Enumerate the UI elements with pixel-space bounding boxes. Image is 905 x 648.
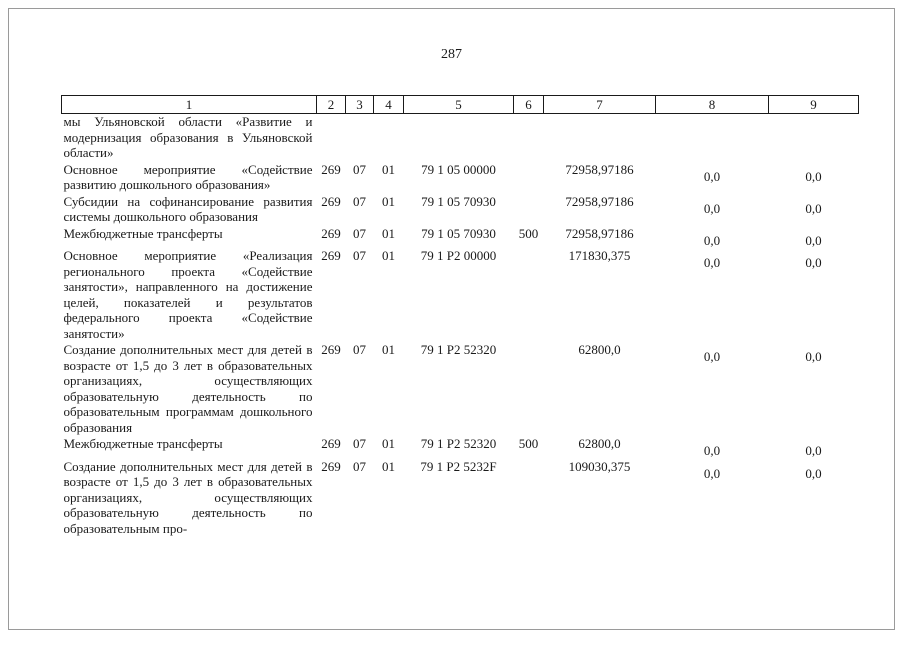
cell-target-article: 79 1 05 00000 [421,161,496,177]
cell-subsection-code: 01 [382,248,395,263]
cell-ministry-code: 269 [321,436,341,451]
cell-ministry-code: 269 [321,161,341,177]
cell-amount-year2: 0,0 [703,255,721,270]
header-col-4: 4 [374,96,404,114]
cell-section-code: 07 [353,161,366,177]
table-body [62,114,859,538]
cell-ministry-code: 269 [321,193,341,209]
table-row [62,459,859,538]
cell-target-article: 79 1 05 70930 [421,225,496,241]
cell-subsection-code: 01 [382,458,395,474]
cell-amount-year1: 109030,375 [568,458,631,474]
cell-name: Межбюджетные трансферты [63,225,223,241]
cell-amount-year1: 62800,0 [578,436,621,451]
cell-ministry-code [317,114,346,162]
header-col-8: 8 [656,96,769,114]
cell-target-article: 79 1 P2 00000 [420,248,497,263]
table-row [62,342,859,436]
cell-expense-type [514,162,544,194]
cell-amount-year3: 0,0 [805,443,822,458]
cell-amount-year2: 0,0 [703,443,721,458]
document-page [8,8,895,630]
cell-ministry-code: 269 [321,458,341,474]
cell-amount-year1: 72958,97186 [565,161,634,177]
cell-section-code: 07 [353,193,366,209]
header-col-1: 1 [62,96,317,114]
cell-target-article: 79 1 05 70930 [421,193,496,209]
cell-amount-year1: 171830,375 [568,248,631,263]
table-row [62,162,859,194]
cell-name: Создание дополнительных мест для детей в возрасте от 1,5 до 3 лет в образовательных организациях, осуществляющих образовательную деятельность по образовательным программам дошкольного образования [63,342,313,435]
cell-amount-year2: 0,0 [703,168,721,184]
table-row [62,194,859,226]
cell-section-code [346,114,374,162]
cell-expense-type [514,342,544,436]
cell-expense-type [514,114,544,162]
cell-amount-year3: 0,0 [805,200,822,216]
table-row [62,436,859,459]
header-col-5: 5 [404,96,514,114]
cell-amount-year2 [656,114,769,162]
header-row [62,96,859,114]
cell-amount-year2: 0,0 [703,349,721,364]
cell-amount-year3: 0,0 [805,255,822,270]
cell-amount-year2: 0,0 [703,232,721,248]
cell-section-code: 07 [353,436,366,451]
page-number: 287 [441,47,462,62]
cell-name: Основное мероприятие «Реализация регионального проекта «Содействие занятости», направленного на достижение целей, показателей и результатов федерального проекта «Содействие занятости» [63,248,313,341]
cell-target-article: 79 1 P2 52320 [420,342,497,357]
cell-amount-year1: 72958,97186 [565,193,634,209]
cell-amount-year3 [769,114,859,162]
cell-subsection-code: 01 [382,342,395,357]
cell-name: мы Ульяновской области «Развитие и модернизация образования в Ульяновской области» [63,114,313,160]
cell-target-article: 79 1 P2 5232F [420,458,497,474]
cell-expense-type [514,248,544,342]
cell-amount-year2: 0,0 [703,200,721,216]
header-col-6: 6 [514,96,544,114]
cell-amount-year1: 72958,97186 [565,225,634,241]
cell-amount-year3: 0,0 [805,168,822,184]
cell-ministry-code: 269 [321,248,341,263]
cell-section-code: 07 [353,248,366,263]
header-col-3: 3 [346,96,374,114]
header-col-9: 9 [769,96,859,114]
table-row [62,226,859,249]
cell-name: Создание дополнительных мест для детей в возрасте от 1,5 до 3 лет в образовательных организациях, осуществляющих образовательную деятельность по образовательным про- [63,458,313,536]
cell-amount-year3: 0,0 [805,349,822,364]
cell-expense-type [514,459,544,538]
cell-amount-year3: 0,0 [805,465,822,481]
cell-ministry-code: 269 [321,342,341,357]
cell-subsection-code: 01 [382,225,395,241]
cell-expense-type: 500 [518,436,539,451]
cell-expense-type [514,194,544,226]
cell-target-article [404,114,514,162]
cell-amount-year3: 0,0 [805,232,822,248]
cell-section-code: 07 [353,458,366,474]
cell-amount-year2: 0,0 [703,465,721,481]
cell-subsection-code [374,114,404,162]
cell-subsection-code: 01 [382,436,395,451]
cell-name: Основное мероприятие «Содействие развитию дошкольного образования» [63,161,313,192]
cell-subsection-code: 01 [382,193,395,209]
cell-subsection-code: 01 [382,161,395,177]
header-col-7: 7 [544,96,656,114]
table-row [62,248,859,342]
cell-expense-type: 500 [518,225,539,241]
header-col-2: 2 [317,96,346,114]
cell-target-article: 79 1 P2 52320 [420,436,497,451]
cell-name: Субсидии на софинансирование развития системы дошкольного образования [63,193,313,224]
cell-amount-year1 [544,114,656,162]
cell-section-code: 07 [353,342,366,357]
cell-section-code: 07 [353,225,366,241]
cell-amount-year1: 62800,0 [578,342,621,357]
table-row [62,114,859,162]
budget-table [61,95,859,537]
cell-name: Межбюджетные трансферты [63,436,223,451]
cell-ministry-code: 269 [321,225,341,241]
